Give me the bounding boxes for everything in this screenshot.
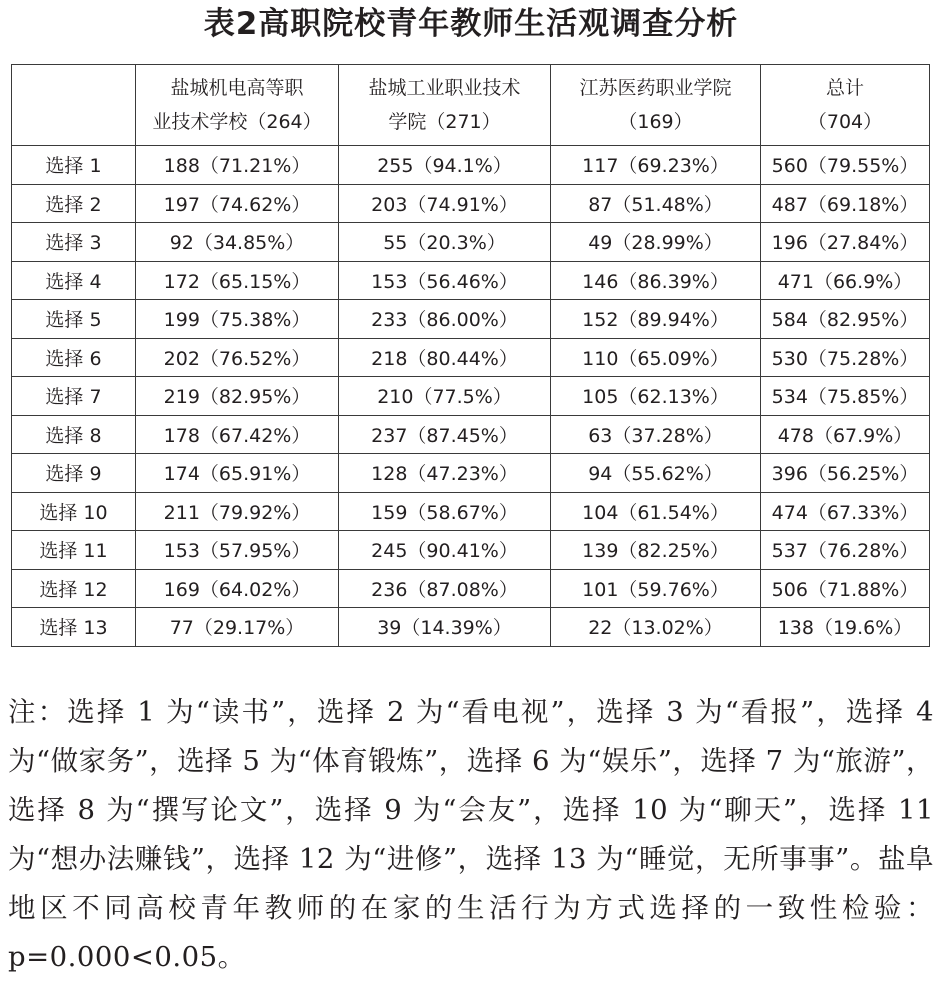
school-1-cell: 153（57.95%） <box>136 531 339 570</box>
header-school-2-line2: 学院（271） <box>388 111 501 133</box>
school-3-cell: 146（86.39%） <box>551 261 761 300</box>
school-3-cell: 49（28.99%） <box>551 223 761 262</box>
school-3-cell: 87（51.48%） <box>551 184 761 223</box>
total-cell: 396（56.25%） <box>761 454 930 493</box>
choice-label-cell: 选择 1 <box>12 146 136 185</box>
school-1-cell: 202（76.52%） <box>136 338 339 377</box>
table-row <box>12 531 930 570</box>
school-3-cell: 110（65.09%） <box>551 338 761 377</box>
school-2-cell: 159（58.67%） <box>339 492 551 531</box>
header-school-1-line2: 业技术学校（264） <box>152 111 322 133</box>
school-3-cell: 94（55.62%） <box>551 454 761 493</box>
school-2-cell: 245（90.41%） <box>339 531 551 570</box>
total-cell: 537（76.28%） <box>761 531 930 570</box>
total-cell: 474（67.33%） <box>761 492 930 531</box>
school-1-cell: 197（74.62%） <box>136 184 339 223</box>
choice-label-cell: 选择 9 <box>12 454 136 493</box>
school-2-cell: 218（80.44%） <box>339 338 551 377</box>
choice-label-cell: 选择 13 <box>12 608 136 647</box>
table-note: 注：选择 1 为“读书”，选择 2 为“看电视”，选择 3 为“看报”，选择 4 为“做家务”，选择 5 为“体育锻炼”，选择 6 为“娱乐”，选择 7 为“旅游”，选择 8 为“撰写论文”，选择 9 为“会友”，选择 10 为“聊天”，选择 11 为“想办法赚钱”，选择 12 为“进修”，选择 13 为“睡觉，无所事事”。盐阜地区不同高校青年教师的在家的生活行为方式选择的一致性检验：p=0.000<0.05。 <box>8 696 934 973</box>
school-3-cell: 104（61.54%） <box>551 492 761 531</box>
school-1-cell: 172（65.15%） <box>136 261 339 300</box>
total-cell: 530（75.28%） <box>761 338 930 377</box>
survey-table <box>11 64 930 647</box>
header-total-line2: （704） <box>807 111 883 133</box>
school-2-cell: 233（86.00%） <box>339 300 551 339</box>
table-row <box>12 454 930 493</box>
school-2-cell: 203（74.91%） <box>339 184 551 223</box>
school-2-cell: 39（14.39%） <box>339 608 551 647</box>
table-row <box>12 223 930 262</box>
page-title: 表2高职院校青年教师生活观调查分析 <box>203 6 739 42</box>
choice-label-cell: 选择 7 <box>12 377 136 416</box>
table-row <box>12 492 930 531</box>
header-total-line1: 总计 <box>825 77 864 99</box>
school-2-cell: 153（56.46%） <box>339 261 551 300</box>
header-school-1-line1: 盐城机电高等职 <box>170 77 304 99</box>
header-school-2-line1: 盐城工业职业技术 <box>368 77 521 99</box>
school-3-cell: 139（82.25%） <box>551 531 761 570</box>
school-3-cell: 22（13.02%） <box>551 608 761 647</box>
header-cell-school-2 <box>339 65 551 146</box>
choice-label-cell: 选择 5 <box>12 300 136 339</box>
total-cell: 534（75.85%） <box>761 377 930 416</box>
total-cell: 471（66.9%） <box>761 261 930 300</box>
school-1-cell: 178（67.42%） <box>136 415 339 454</box>
total-cell: 196（27.84%） <box>761 223 930 262</box>
choice-label-cell: 选择 6 <box>12 338 136 377</box>
header-cell-school-3 <box>551 65 761 146</box>
header-row <box>12 65 930 146</box>
school-1-cell: 174（65.91%） <box>136 454 339 493</box>
school-1-cell: 211（79.92%） <box>136 492 339 531</box>
school-1-cell: 92（34.85%） <box>136 223 339 262</box>
school-3-cell: 117（69.23%） <box>551 146 761 185</box>
choice-label-cell: 选择 2 <box>12 184 136 223</box>
school-2-cell: 128（47.23%） <box>339 454 551 493</box>
school-2-cell: 210（77.5%） <box>339 377 551 416</box>
header-cell-school-1 <box>136 65 339 146</box>
table-header <box>12 65 930 146</box>
total-cell: 584（82.95%） <box>761 300 930 339</box>
school-1-cell: 199（75.38%） <box>136 300 339 339</box>
choice-label-cell: 选择 10 <box>12 492 136 531</box>
table-row <box>12 300 930 339</box>
school-1-cell: 219（82.95%） <box>136 377 339 416</box>
total-cell: 138（19.6%） <box>761 608 930 647</box>
total-cell: 506（71.88%） <box>761 569 930 608</box>
header-cell-corner <box>12 65 136 146</box>
school-1-cell: 169（64.02%） <box>136 569 339 608</box>
school-3-cell: 105（62.13%） <box>551 377 761 416</box>
table-row <box>12 338 930 377</box>
choice-label-cell: 选择 8 <box>12 415 136 454</box>
header-school-3-line1: 江苏医药职业学院 <box>579 77 732 99</box>
school-2-cell: 237（87.45%） <box>339 415 551 454</box>
choice-label-cell: 选择 11 <box>12 531 136 570</box>
school-3-cell: 63（37.28%） <box>551 415 761 454</box>
total-cell: 487（69.18%） <box>761 184 930 223</box>
choice-label-cell: 选择 12 <box>12 569 136 608</box>
choice-label-cell: 选择 4 <box>12 261 136 300</box>
school-2-cell: 236（87.08%） <box>339 569 551 608</box>
table-row <box>12 261 930 300</box>
table-row <box>12 569 930 608</box>
total-cell: 478（67.9%） <box>761 415 930 454</box>
total-cell: 560（79.55%） <box>761 146 930 185</box>
table-row <box>12 146 930 185</box>
school-3-cell: 152（89.94%） <box>551 300 761 339</box>
table-body <box>12 146 930 647</box>
school-1-cell: 188（71.21%） <box>136 146 339 185</box>
school-1-cell: 77（29.17%） <box>136 608 339 647</box>
school-2-cell: 255（94.1%） <box>339 146 551 185</box>
header-school-3-line2: （169） <box>618 111 693 133</box>
table-row <box>12 608 930 647</box>
choice-label-cell: 选择 3 <box>12 223 136 262</box>
school-3-cell: 101（59.76%） <box>551 569 761 608</box>
table-row <box>12 377 930 416</box>
header-cell-total <box>761 65 930 146</box>
table-row <box>12 184 930 223</box>
school-2-cell: 55（20.3%） <box>339 223 551 262</box>
table-row <box>12 415 930 454</box>
